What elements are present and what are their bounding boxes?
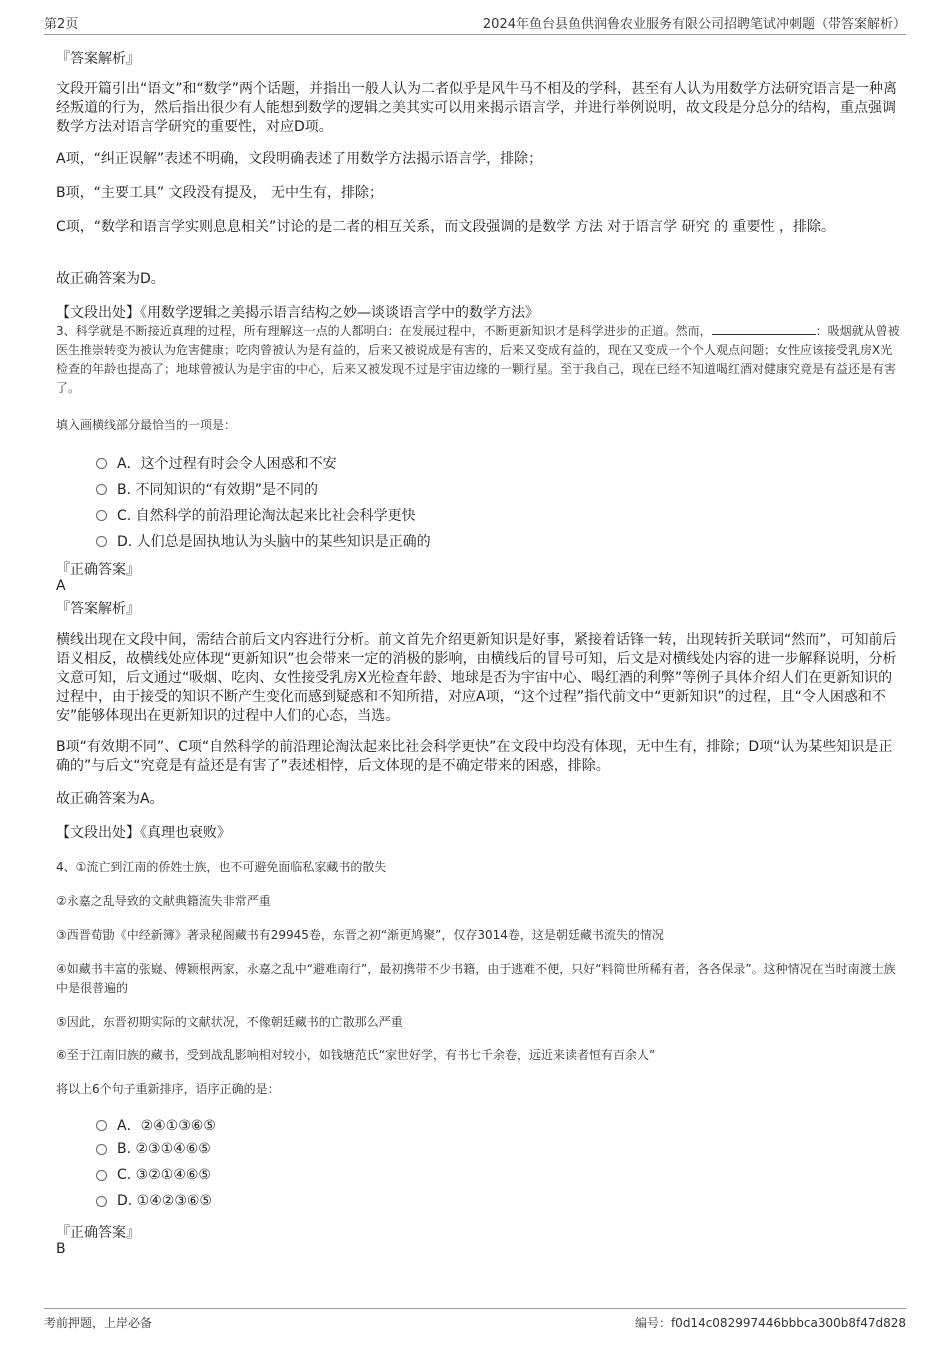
q2-conclusion: 故正确答案为D。	[56, 271, 165, 287]
radio-button[interactable]	[96, 484, 107, 495]
q2-analysis-option-b: B项，“主要工具” 文段没有提及， 无中生有，排除；	[56, 185, 384, 201]
document-title: 2024年鱼台县鱼供润鲁农业服务有限公司招聘笔试冲刺题（带答案解析）	[482, 17, 906, 32]
q4-sentence-4: ④如藏书丰富的张嶷、傅颖根两家，永嘉之乱中“避难南行”，最初携带不少书籍，由于逃难不便，只好“料简世所稀有者，各各保录”。这种情况在当时南渡士族中是很普遍的	[56, 962, 896, 995]
q3-option-d[interactable]	[96, 531, 431, 551]
q2-analysis-option-c: C项，“数学和语言学实则息息相关”讨论的是二者的相互关系，而文段强调的是数学 方法 对于语言学 研究 的 重要性 ，排除。	[56, 219, 835, 235]
q4-sentence-6: ⑥至于江南旧族的藏书，受到战乱影响相对较小，如钱塘范氏“家世好学，有书七千余卷，远近来读者恒有百余人”	[56, 1048, 656, 1062]
q3-conclusion: 故正确答案为A。	[56, 791, 164, 807]
radio-button[interactable]	[96, 510, 107, 521]
q4-option-a[interactable]	[96, 1115, 216, 1135]
radio-button[interactable]	[96, 458, 107, 469]
radio-button[interactable]	[96, 536, 107, 547]
page-header	[44, 10, 906, 35]
option-label: C. ③②①④⑥⑤	[117, 1167, 211, 1183]
footer-slogan: 考前押题，上岸必备	[44, 1316, 153, 1330]
q3-stem-before: 3、科学就是不断接近真理的过程，所有理解这一点的人都明白：在发展过程中，不断更新知识才是科学进步的正道。然而，	[56, 324, 712, 338]
q3-option-a[interactable]	[96, 453, 337, 473]
q3-answer: A	[56, 578, 66, 594]
option-label: C. 自然科学的前沿理论淘汰起来比社会科学更快	[117, 508, 416, 524]
option-label: B. 不同知识的“有效期”是不同的	[117, 482, 319, 498]
q3-option-b[interactable]	[96, 479, 318, 499]
radio-button[interactable]	[96, 1196, 107, 1207]
option-label: D. 人们总是固执地认为头脑中的某些知识是正确的	[117, 534, 431, 550]
radio-button[interactable]	[96, 1120, 107, 1131]
q4-prompt: 将以上6个句子重新排序，语序正确的是：	[56, 1082, 280, 1096]
q4-sentence-5: ⑤因此，东晋初期实际的文献状况，不像朝廷藏书的亡散那么严重	[56, 1015, 403, 1029]
q4-answer-tag: 『正确答案』	[56, 1225, 140, 1241]
q4-option-b[interactable]	[96, 1141, 211, 1157]
document-code: 编号：f0d14c082997446bbbca300b8f47d828	[634, 1316, 906, 1330]
q3-stem	[56, 322, 902, 398]
q2-analysis-tag: 『答案解析』	[56, 51, 140, 67]
option-label: A．②④①③⑥⑤	[117, 1118, 216, 1134]
q4-answer: B	[56, 1241, 66, 1257]
q4-sentence-2: ②永嘉之乱导致的文献典籍流失非常严重	[56, 894, 271, 908]
q4-option-c[interactable]	[96, 1167, 211, 1183]
option-label: A．这个过程有时会令人困惑和不安	[117, 456, 337, 472]
radio-button[interactable]	[96, 1170, 107, 1181]
q3-analysis-tag: 『答案解析』	[56, 601, 140, 617]
q3-answer-tag: 『正确答案』	[56, 562, 140, 578]
q4-sentence-3: ③西晋荀勖《中经新簿》著录秘阁藏书有29945卷，东晋之初“渐更鸠聚”，仅存3014卷，这是朝廷藏书流失的情况	[56, 928, 664, 942]
q3-prompt: 填入画横线部分最恰当的一项是：	[56, 418, 237, 432]
q3-source: 【文段出处】《真理也衰败》	[56, 825, 231, 841]
q3-analysis-paragraph-2: B项“有效期不同”、C项“自然科学的前沿理论淘汰起来比社会科学更快”在文段中均没有体现，无中生有，排除；D项“认为某些知识是正确的”与后文“究竟是有益还是有害了”表述相悖，后文体现的是不确定带来的困惑，排除。	[56, 739, 893, 774]
answer-blank	[712, 322, 816, 335]
q3-option-c[interactable]	[96, 505, 416, 525]
q4-option-d[interactable]	[96, 1193, 212, 1209]
page-footer	[44, 1308, 906, 1331]
q2-analysis-paragraph: 文段开篇引出“语文”和“数学”两个话题，并指出一般人认为二者似乎是风牛马不相及的学科，甚至有人认为用数学方法研究语言是一种离经叛道的行为，然后指出很少有人能想到数学的逻辑之美其实可以用来揭示语言学，并进行举例说明，故文段是分总分的结构，重点强调数学方法对语言学研究的重要性，对应D项。	[56, 81, 898, 135]
q3-analysis-paragraph: 横线出现在文段中间，需结合前后文内容进行分析。前文首先介绍更新知识是好事，紧接着话锋一转，出现转折关联词“然而”，可知前后语义相反，故横线处应体现“更新知识”也会带来一定的消极的影响，由横线后的冒号可知，后文是对横线处内容的进一步解释说明，分析文意可知，后文通过“吸烟、吃肉、女性接受乳房X光检查年龄、地球是否为宇宙中心、喝红酒的利弊”等例子具体介绍人们在更新知识的过程中，由于接受的知识不断产生变化而感到疑惑和不知所措，对应A项，“这个过程”指代前文中“更新知识”的过程，且“令人困惑和不安”能够体现出在更新知识的过程中人们的心态，当选。	[56, 632, 897, 724]
page-number: 第2页	[44, 17, 79, 32]
q2-analysis-option-a: A项，“纠正误解”表述不明确，文段明确表述了用数学方法揭示语言学，排除；	[56, 151, 543, 167]
option-label: B. ②③①④⑥⑤	[117, 1141, 211, 1157]
option-label: D. ①④②③⑥⑤	[117, 1193, 212, 1209]
q4-sentence-1: 4、①流亡到江南的侨姓士族，也不可避免面临私家藏书的散失	[56, 860, 387, 874]
q2-source: 【文段出处】《用数学逻辑之美揭示语言结构之妙—谈谈语言学中的数学方法》	[56, 305, 539, 321]
radio-button[interactable]	[96, 1144, 107, 1155]
q3-stem-after: ：吸烟就从曾被医生推崇转变为被认为危害健康；吃肉曾被认为是有益的，后来又被说成是有害的，后来又变成有益的，现在又变成一个个人观点问题；女性应该接受乳房X光检查的年龄也提高了；地球曾被认为是宇宙的中心，后来又被发现不过是宇宙边缘的一颗行星。至于我自己，现在已经不知道喝红酒对健康究竟是有益还是有害了。	[56, 324, 900, 395]
